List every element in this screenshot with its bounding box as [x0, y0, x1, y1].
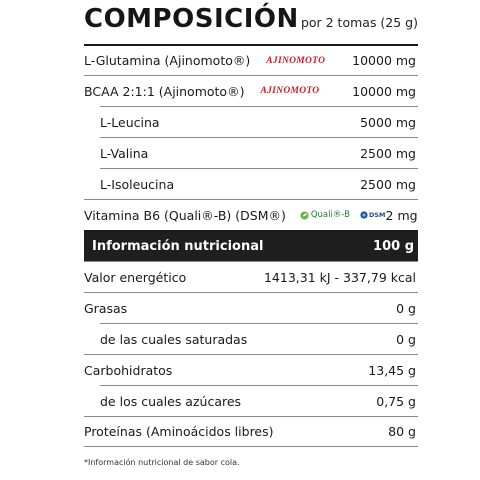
- ingredient-name: L-Valina: [100, 145, 149, 161]
- quali-b-logo-icon: Quali®-B: [300, 210, 350, 220]
- ingredient-value: 5000 mg: [360, 114, 416, 130]
- nutrient-name: Valor energético: [84, 269, 187, 285]
- nutrition-row-saturated-fat: [100, 323, 418, 354]
- nutrient-value: 1413,31 kJ - 337,79 kcal: [263, 269, 416, 285]
- composition-row-glutamine: [84, 44, 418, 75]
- dsm-badge-icon: [360, 211, 368, 219]
- composition-row-vitamin-b6: [84, 199, 418, 230]
- nutrition-header-value: 100 g: [373, 239, 414, 254]
- nutrition-row-fat: [84, 292, 418, 323]
- page-title: COMPOSICIÓN: [84, 4, 299, 34]
- nutrition-header-label: Información nutricional: [92, 239, 264, 254]
- composition-row-valine: [100, 137, 418, 168]
- nutrient-name: Proteínas (Aminoácidos libres): [84, 424, 274, 439]
- ingredient-name: BCAA 2:1:1 (Ajinomoto®): [84, 83, 245, 99]
- nutrition-row-carbohydrates: [84, 354, 418, 385]
- nutrient-value: 0 g: [396, 300, 416, 316]
- composition-row-isoleucine: [100, 168, 418, 199]
- nutrition-header-bar: [84, 230, 418, 261]
- nutrient-name: Carbohidratos: [84, 362, 173, 378]
- nutrition-row-sugars: [100, 385, 418, 416]
- ingredient-value: 2500 mg: [360, 176, 416, 192]
- leaf-icon: [300, 211, 309, 220]
- ingredient-name: L-Leucina: [100, 114, 160, 130]
- ingredient-value: 2 mg: [385, 207, 418, 223]
- ingredient-name: Vitamina B6 (Quali®-B) (DSM®): [84, 207, 286, 223]
- nutrition-row-energy: [84, 261, 418, 292]
- nutrition-row-protein: [84, 416, 418, 447]
- serving-size: por 2 tomas (25 g): [300, 15, 418, 30]
- nutrient-name: Grasas: [84, 300, 128, 316]
- ingredient-value: 10000 mg: [352, 83, 416, 99]
- nutrient-name: de las cuales saturadas: [100, 331, 248, 347]
- ingredient-name: L-Isoleucina: [100, 176, 175, 192]
- nutrient-value: 80 g: [388, 424, 416, 439]
- ingredient-value: 10000 mg: [352, 53, 416, 68]
- composition-table: [84, 44, 418, 447]
- ajinomoto-logo-icon: AJINOMOTO: [266, 55, 326, 66]
- ajinomoto-logo-icon: AJINOMOTO: [260, 86, 320, 96]
- nutrient-name: de los cuales azúcares: [100, 393, 242, 409]
- composition-header: [84, 4, 418, 44]
- nutrient-value: 0,75 g: [376, 393, 416, 409]
- dsm-logo-icon: DSM: [360, 211, 386, 219]
- nutrient-value: 13,45 g: [368, 362, 416, 378]
- composition-row-bcaa: [84, 75, 418, 106]
- ingredient-name: L-Glutamina (Ajinomoto®): [84, 53, 251, 68]
- ingredient-value: 2500 mg: [360, 145, 416, 161]
- footnote: *Información nutricional de sabor cola.: [84, 458, 240, 467]
- composition-row-leucine: [100, 106, 418, 137]
- nutrient-value: 0 g: [396, 331, 416, 347]
